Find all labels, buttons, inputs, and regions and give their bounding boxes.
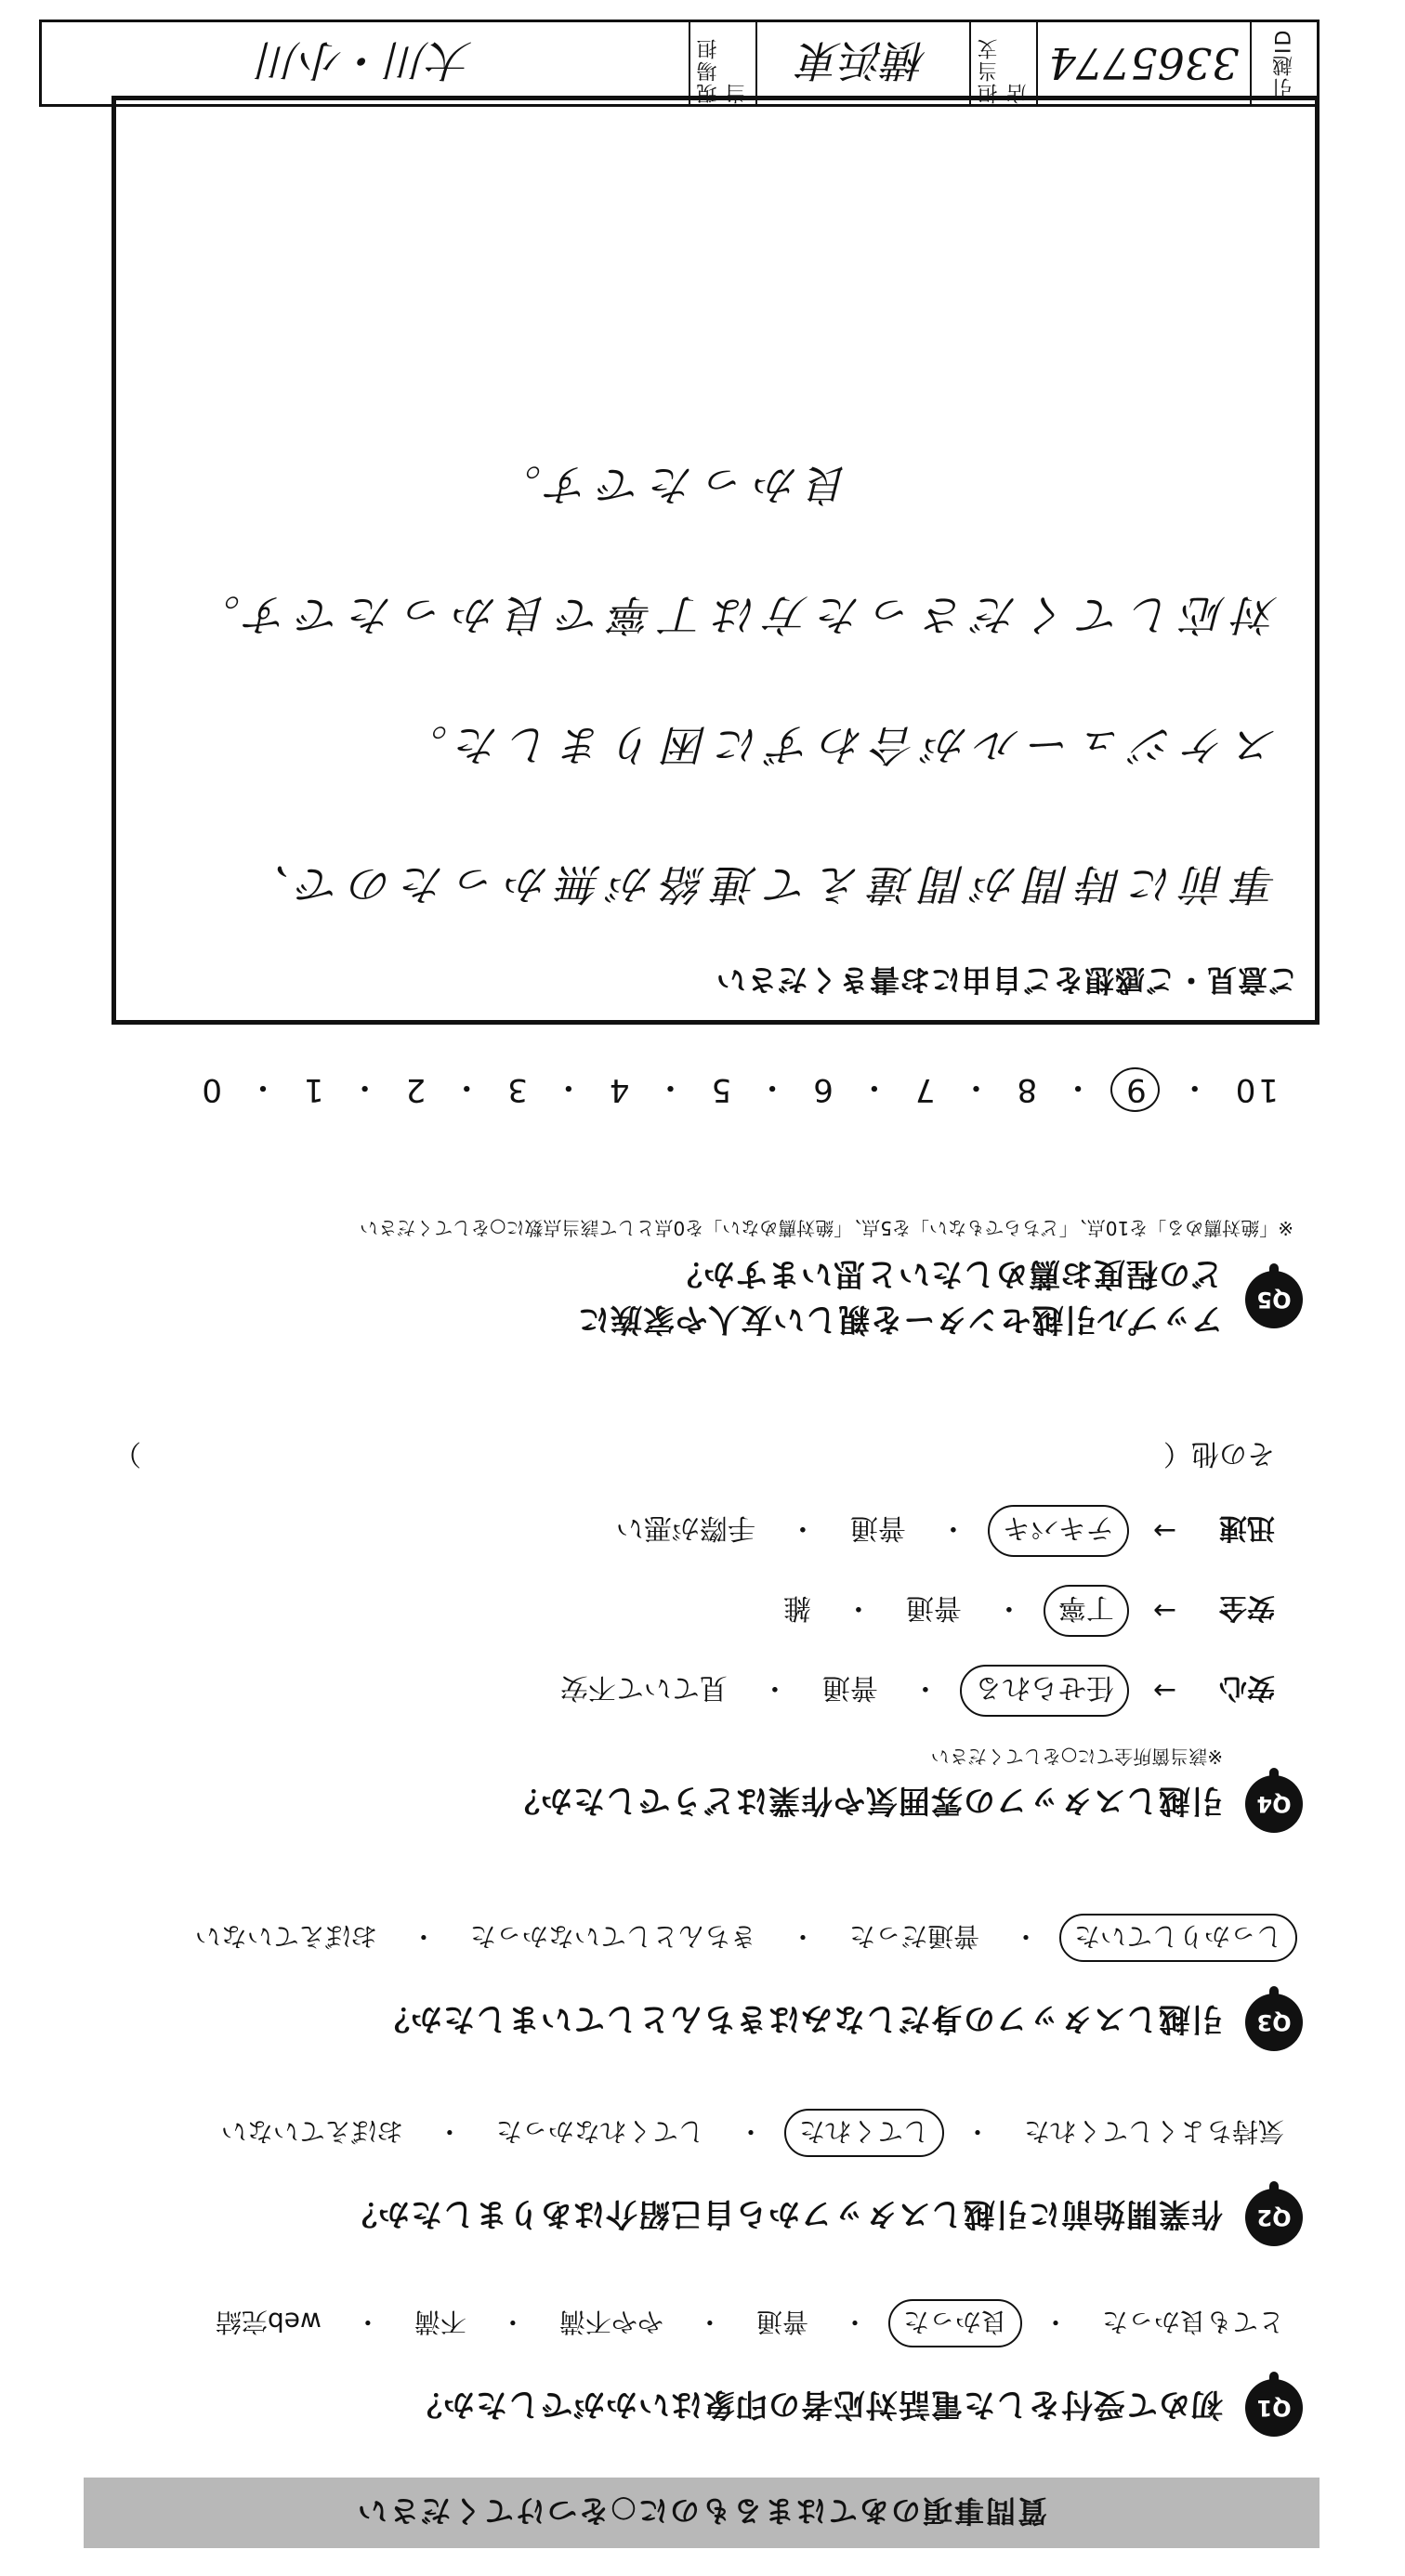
question-1	[67, 2299, 1303, 2437]
q3-option[interactable]: おぼえていない	[194, 1921, 377, 1952]
q4-row-anzen: 安全 → 丁寧 ・ 普通 ・ 雑	[67, 1585, 1275, 1637]
q2-option[interactable]: おぼえていない	[220, 2116, 403, 2147]
q5-note: ※「絶対薦める」を10点、「どちらでもない」を5点、「絶対薦めない」を0点として該当点数に○をしてください	[360, 1217, 1293, 1239]
q1-option[interactable]: やや不満	[558, 2307, 663, 2337]
q3-badge: Q3	[1245, 1994, 1303, 2051]
scale-option[interactable]: 0	[199, 1071, 222, 1109]
arrow-right-icon: →	[1152, 1674, 1176, 1707]
comment-line: スケジュールが合わずに困りました。	[395, 720, 1278, 770]
q5-badge: Q5	[1245, 1271, 1303, 1328]
scale-option[interactable]: 10	[1232, 1071, 1279, 1109]
q4-option[interactable]: 普通	[821, 1671, 878, 1704]
q1-options: とても良かった ・ 良かった ・ 普通 ・ やや不満 ・ 不満 ・ web完結	[67, 2299, 1297, 2347]
q1-option[interactable]: 普通	[755, 2307, 808, 2337]
staff-value-cell	[42, 22, 689, 104]
comments-box[interactable]	[112, 96, 1320, 1025]
q4-row-key: 安心	[1219, 1671, 1275, 1704]
q4-note: ※該当箇所全てに○をしてください	[930, 1746, 1223, 1768]
branch-value-cell	[755, 22, 969, 104]
scale-option[interactable]: 4	[606, 1071, 630, 1109]
question-3	[67, 1914, 1303, 2051]
instruction-bar: 質問事項のあてはまるものに○をつけてください	[84, 2478, 1320, 2548]
q2-text: 作業開始前に引越しスタッフから自己紹介はありましたか？	[345, 2195, 1223, 2233]
q2-option[interactable]: 気持ちよくしてくれた	[1023, 2116, 1284, 2147]
branch-value: 横浜東	[799, 35, 927, 85]
q4-badge: Q4	[1245, 1775, 1303, 1833]
id-value: 3365774	[1048, 38, 1240, 88]
q4-row-anshin: 安心 → 任せられる ・ 普通 ・ 見ていて不安	[67, 1665, 1275, 1717]
q2-badge: Q2	[1245, 2189, 1303, 2246]
scale-option-selected[interactable]: 9	[1110, 1068, 1160, 1113]
q2-option[interactable]: してくれなかった	[495, 2116, 704, 2147]
question-4	[67, 1436, 1303, 1833]
q4-option[interactable]: 手際が悪い	[615, 1511, 755, 1544]
q4-option[interactable]: 普通	[849, 1511, 906, 1544]
q1-option[interactable]: web完結	[215, 2307, 322, 2337]
q5-scale: 10 ・ 9 ・ 8 ・ 7 ・ 6 ・ 5 ・ 4 ・ 3 ・ 2 ・ 1 ・ 0	[193, 1067, 1284, 1113]
q4-row-jinsoku: 迅速 → テキパキ ・ 普通 ・ 手際が悪い	[67, 1505, 1275, 1557]
q4-option[interactable]: 雑	[782, 1591, 811, 1624]
q4-other-label: その他（	[1163, 1437, 1275, 1470]
scale-option[interactable]: 1	[300, 1071, 324, 1109]
q3-option[interactable]: 普通だった	[848, 1921, 979, 1952]
comment-line: 良かったです。	[489, 460, 850, 510]
scale-option[interactable]: 5	[708, 1071, 732, 1109]
q4-option-selected[interactable]: 丁寧	[1044, 1585, 1129, 1637]
branch-label: 担当支店	[978, 37, 1030, 104]
q1-option[interactable]: 不満	[414, 2307, 466, 2337]
q4-row-key: 安全	[1219, 1591, 1275, 1624]
q4-option[interactable]: 見ていて不安	[559, 1671, 728, 1704]
scale-option[interactable]: 3	[505, 1071, 528, 1109]
staff-label: 現場担当	[697, 37, 749, 104]
q2-option-selected[interactable]: してくれた	[784, 2109, 944, 2157]
q1-option-selected[interactable]: 良かった	[888, 2299, 1022, 2347]
id-label: 引越ID	[1272, 28, 1296, 98]
q3-options: しっかりしていた ・ 普通だった ・ きちんとしていなかった ・ おぼえていない	[67, 1914, 1297, 1962]
q1-option[interactable]: とても良かった	[1101, 2307, 1284, 2337]
arrow-right-icon: →	[1152, 1514, 1176, 1548]
scale-option[interactable]: 7	[912, 1071, 936, 1109]
staff-value: 大川・小川	[258, 35, 472, 85]
scale-option[interactable]: 8	[1014, 1071, 1038, 1109]
question-5	[67, 1216, 1303, 1345]
id-label-cell	[1250, 22, 1317, 104]
q4-other	[67, 1436, 1275, 1477]
header-table	[39, 20, 1320, 107]
arrow-right-icon: →	[1152, 1594, 1176, 1628]
comment-line: 対応してくださった方は丁寧で良かったです。	[188, 590, 1278, 640]
q4-other-close: ）	[113, 1437, 141, 1470]
q3-option[interactable]: きちんとしていなかった	[469, 1921, 756, 1952]
q4-text: 引越しスタッフの雰囲気や作業はどうでしたか？	[507, 1782, 1223, 1820]
scale-option[interactable]: 2	[402, 1071, 427, 1109]
question-2	[67, 2109, 1303, 2246]
id-value-cell	[1036, 22, 1250, 104]
scale-option[interactable]: 6	[810, 1071, 834, 1109]
comments-title: ご意見・ご感想をご自由にお書きください	[715, 962, 1298, 998]
q1-text: 初めて受付をした電話対応者の印象はいかがでしたか？	[410, 2386, 1223, 2424]
q4-row-key: 迅速	[1219, 1511, 1275, 1544]
q1-badge: Q1	[1245, 2379, 1303, 2437]
q5-text-line2: どの程度お薦めしたいと思いますか？	[670, 1255, 1223, 1292]
q3-option-selected[interactable]: しっかりしていた	[1059, 1914, 1297, 1962]
q5-text-line1: アップル引越センターを親しい友人や家族に	[577, 1301, 1223, 1338]
q3-text: 引越しスタッフの身だしなみはきちんとしていましたか？	[377, 2000, 1223, 2038]
branch-label-cell	[969, 22, 1036, 104]
q4-option[interactable]: 普通	[905, 1591, 962, 1624]
q4-option-selected[interactable]: 任せられる	[960, 1665, 1129, 1717]
q4-option-selected[interactable]: テキパキ	[988, 1505, 1129, 1557]
q2-options: 気持ちよくしてくれた ・ してくれた ・ してくれなかった ・ おぼえていない	[67, 2109, 1297, 2157]
comment-line: 事前に時間が間違えて連絡が無かったので、	[237, 859, 1278, 909]
staff-label-cell	[689, 22, 755, 104]
